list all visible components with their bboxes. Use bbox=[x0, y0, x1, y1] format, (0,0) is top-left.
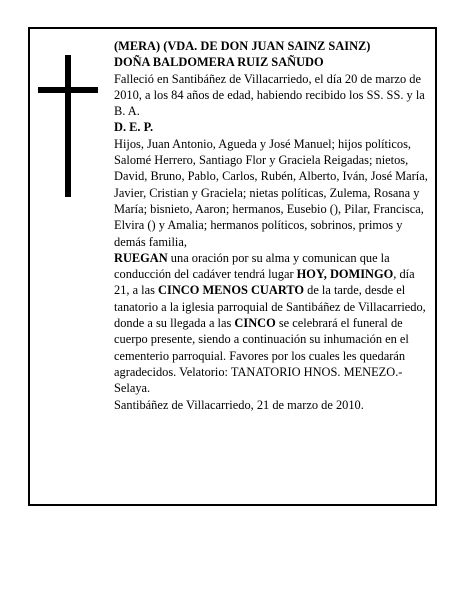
request-text-1: una oración por su alma y comunican que la conducción del cadáver tendrá lugar bbox=[114, 250, 390, 282]
header-line: (MERA) (VDA. DE DON JUAN SAINZ SAINZ) bbox=[114, 39, 371, 53]
family-list: Hijos, Juan Antonio, Agueda y José Manuel; hijos políticos, Salomé Herrero, Santiago Flor y Graciela Reigadas; nietos, David, Bruno, Pablo, Carlos, Rubén, Alberto, Iván, José María, Javier, Cristian y Graciela; nietas políticas, Zulema, Rosana y María; bisnieto, Aaron; hermanos, Eusebio (), Pilar, Francisca, Elvira () y Amalia; hermanos políticos, sobrinos, primos y demás familia, bbox=[114, 136, 428, 249]
cross-icon bbox=[38, 55, 98, 197]
request-paragraph bbox=[114, 250, 430, 397]
request-text-2: , día 21, a las bbox=[114, 267, 415, 298]
request-text-3: de la tarde, desde el tanatorio a la iglesia parroquial de Santibáñez de Villacarriedo, donde a su llegada a las bbox=[114, 283, 426, 331]
deceased-name: DOÑA BALDOMERA RUIZ SAÑUDO bbox=[114, 55, 324, 70]
service-time: CINCO MENOS CUARTO bbox=[158, 283, 305, 298]
cross-horizontal-bar bbox=[38, 87, 98, 93]
death-details: Falleció en Santibáñez de Villacarriedo, el día 20 de marzo de 2010, a los 84 años de edad, habiendo recibido los SS. SS. y la B. A. bbox=[114, 71, 425, 119]
request-text-4: se celebrará el funeral de cuerpo presente, siendo a continuación su inhumación en el cementerio parroquial. Favores por los cuales les quedarán agradecidos. Velatorio: TANATORIO HNOS. MENEZO.-Selaya. bbox=[114, 316, 409, 396]
funeral-time: CINCO bbox=[234, 316, 276, 331]
obituary-text bbox=[114, 38, 430, 413]
ruegan-word: RUEGAN bbox=[114, 250, 168, 265]
dep-line: D. E. P. bbox=[114, 120, 154, 135]
cross-vertical-bar bbox=[65, 55, 71, 197]
closing-line: Santibáñez de Villacarriedo, 21 de marzo de 2010. bbox=[114, 397, 364, 412]
service-day: HOY, DOMINGO bbox=[296, 267, 394, 282]
